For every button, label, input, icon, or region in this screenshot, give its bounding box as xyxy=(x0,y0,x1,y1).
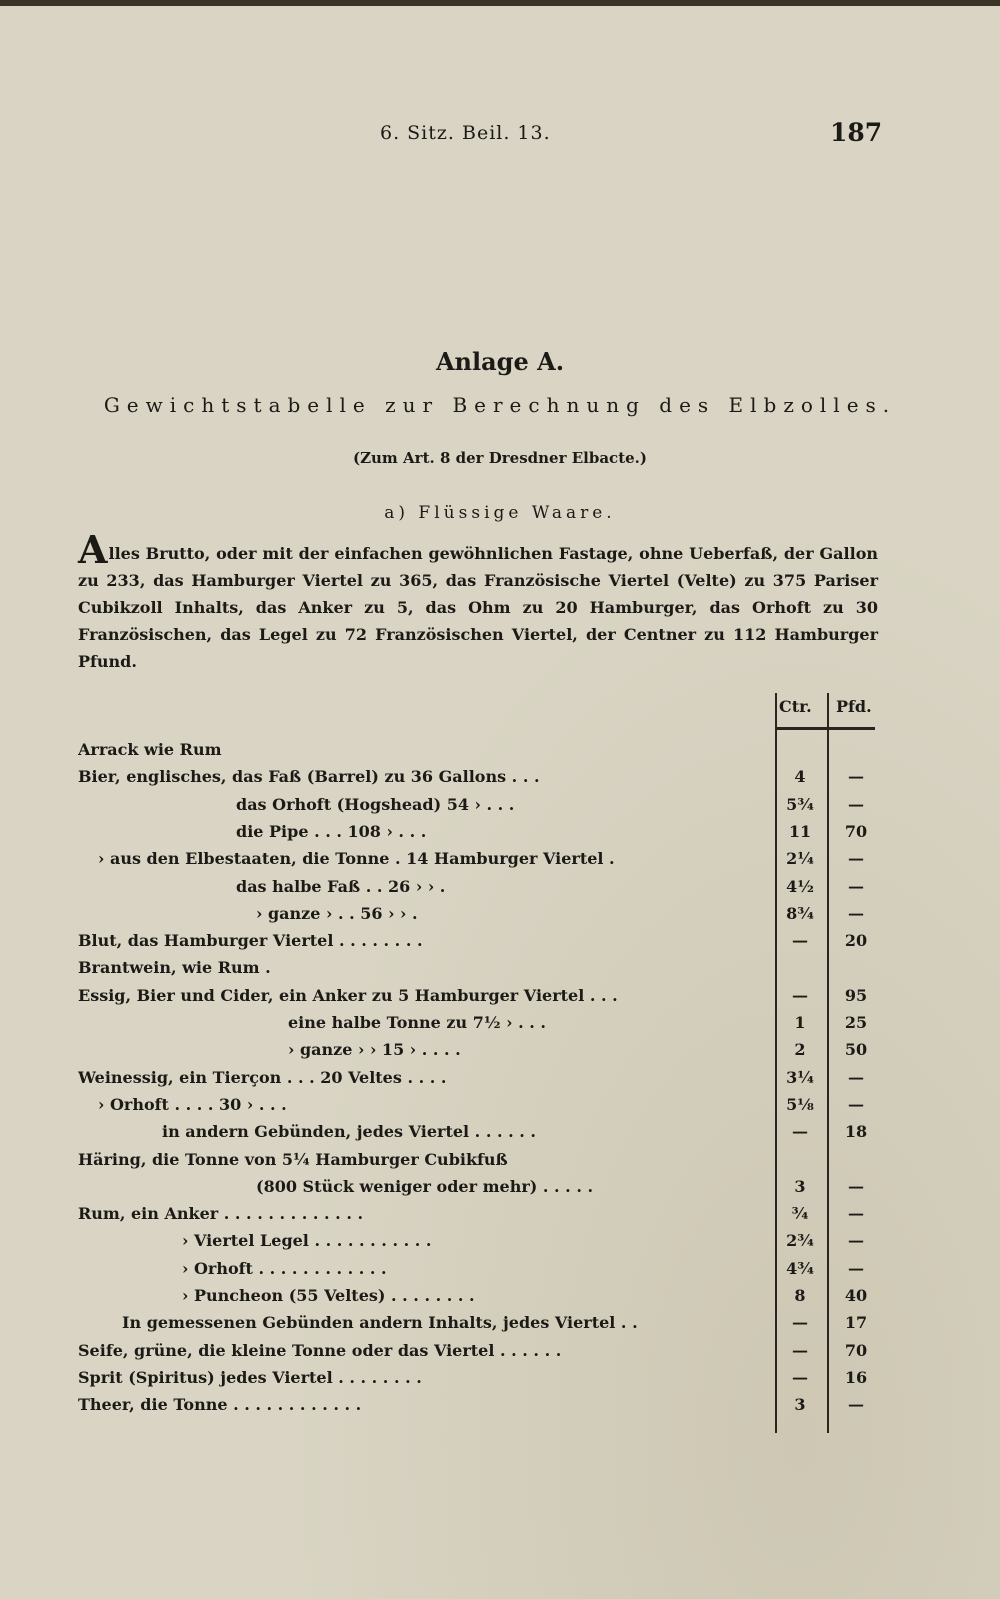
table-row xyxy=(78,1227,878,1254)
row-label: Weinessig, ein Tierçon . . . 20 Veltes . . . . xyxy=(78,1067,447,1087)
cell-pfd: — xyxy=(848,794,864,814)
row-label: Theer, die Tonne . . . . . . . . . . . . xyxy=(78,1395,362,1415)
row-label: Seife, grüne, die kleine Tonne oder das Viertel . . . . . . xyxy=(78,1340,562,1360)
table-row xyxy=(78,1391,878,1418)
row-label: Häring, die Tonne von 5¼ Hamburger Cubikfuß xyxy=(78,1149,508,1169)
table-row xyxy=(78,900,878,927)
cell-pfd: 70 xyxy=(844,821,868,841)
cell-ztr: — xyxy=(792,1367,808,1387)
table-row xyxy=(78,1036,878,1063)
row-label: › Orhoft . . . . 30 › . . . xyxy=(98,1094,287,1114)
table-row xyxy=(78,927,878,954)
cell-pfd: — xyxy=(848,1094,864,1114)
cell-ztr: 8¾ xyxy=(786,903,814,923)
cell-ztr: 11 xyxy=(788,821,812,841)
row-label: › Viertel Legel . . . . . . . . . . . xyxy=(182,1231,432,1251)
cell-pfd: — xyxy=(848,1176,864,1196)
table-row xyxy=(78,791,878,818)
drop-cap: A xyxy=(78,527,108,572)
row-label: Sprit (Spiritus) jedes Viertel . . . . . . . . xyxy=(78,1367,422,1387)
cell-pfd: — xyxy=(848,1231,864,1251)
row-label: › Puncheon (55 Veltes) . . . . . . . . xyxy=(182,1286,475,1305)
table-row xyxy=(78,818,878,845)
table-row xyxy=(78,1064,878,1091)
row-label: › Orhoft . . . . . . . . . . . . xyxy=(182,1258,387,1278)
cell-pfd: 16 xyxy=(844,1367,868,1387)
cell-pfd: 70 xyxy=(844,1340,868,1360)
row-label: Blut, das Hamburger Viertel . . . . . . . . xyxy=(78,931,423,951)
cell-ztr: — xyxy=(792,1122,808,1142)
row-label: › ganze › . . 56 › › . xyxy=(256,903,418,923)
row-label: eine halbe Tonne zu 7½ › . . . xyxy=(288,1013,546,1032)
cell-pfd: — xyxy=(848,903,864,923)
table-row xyxy=(78,1173,878,1200)
cell-ztr: ¾ xyxy=(791,1204,809,1224)
cell-pfd: — xyxy=(848,1395,864,1415)
cell-pfd: 18 xyxy=(844,1122,868,1142)
cell-ztr: 8 xyxy=(794,1286,806,1305)
intro-text: lles Brutto, oder mit der einfachen gewöhnlichen Fastage, ohne Ueberfaß, der Gallon zu 233, das Hamburger Viertel zu 365, das Französische Viertel (Velte) zu 375 Pariser Cubikzoll Inhalts, das Anker zu 5, das Ohm zu 20 Hamburger, das Orhoft zu 30 Französischen, das Legel zu 72 Französischen Viertel, der Centner zu 112 Hamburger Pfund. xyxy=(78,544,878,671)
cell-ztr: 4 xyxy=(794,767,806,787)
table-row xyxy=(78,1200,878,1227)
cell-ztr: — xyxy=(792,985,808,1005)
reference-note: (Zum Art. 8 der Dresdner Elbacte.) xyxy=(352,449,647,467)
cell-ztr: — xyxy=(792,1340,808,1360)
table-row xyxy=(78,1118,878,1145)
page-number: 187 xyxy=(830,118,883,147)
cell-pfd: 20 xyxy=(844,931,868,951)
cell-pfd: 25 xyxy=(844,1013,868,1032)
table-row xyxy=(78,982,878,1009)
row-label: In gemessenen Gebünden andern Inhalts, jedes Viertel . . xyxy=(122,1313,638,1333)
table-row xyxy=(78,954,878,981)
table-row xyxy=(78,873,878,900)
row-label: › ganze › › 15 › . . . . xyxy=(288,1040,461,1060)
cell-pfd: — xyxy=(848,1067,864,1087)
cell-pfd: — xyxy=(848,767,864,787)
row-label: in andern Gebünden, jedes Viertel . . . . . . xyxy=(162,1122,536,1142)
cell-ztr: 2¼ xyxy=(786,849,814,869)
column-header-pfd: Pfd. xyxy=(836,697,872,716)
cell-ztr: 2 xyxy=(794,1040,806,1060)
section-heading: a) Flüssige Waare. xyxy=(384,503,616,523)
running-head: 6. Sitz. Beil. 13. xyxy=(380,122,551,144)
row-label: Rum, ein Anker . . . . . . . . . . . . . xyxy=(78,1204,364,1224)
header-rule-pfd xyxy=(829,727,875,730)
row-label: Bier, englisches, das Faß (Barrel) zu 36 Gallons . . . xyxy=(78,767,540,787)
table-row xyxy=(78,1282,878,1309)
intro-paragraph xyxy=(78,527,878,675)
table-title: Gewichtstabelle zur Berechnung des Elbzolles. xyxy=(103,393,897,417)
row-label: Essig, Bier und Cider, ein Anker zu 5 Hamburger Viertel . . . xyxy=(78,985,618,1005)
column-header-ztr: Ctr. xyxy=(779,697,812,716)
table-row xyxy=(78,736,878,763)
cell-ztr: 3¼ xyxy=(786,1067,814,1087)
row-label: Arrack wie Rum xyxy=(78,740,222,759)
cell-pfd: 50 xyxy=(844,1040,868,1060)
cell-ztr: 3 xyxy=(794,1395,806,1415)
row-label: die Pipe . . . 108 › . . . xyxy=(236,821,427,841)
table-row xyxy=(78,845,878,872)
row-label: (800 Stück weniger oder mehr) . . . . . xyxy=(256,1176,594,1196)
cell-ztr: 4¾ xyxy=(786,1258,814,1278)
table-row xyxy=(78,1255,878,1282)
table-row xyxy=(78,763,878,790)
row-label: Brantwein, wie Rum . xyxy=(78,958,271,978)
cell-pfd: 40 xyxy=(844,1286,868,1305)
table-row xyxy=(78,1091,878,1118)
page-top-edge xyxy=(0,0,1000,6)
cell-pfd: — xyxy=(848,876,864,896)
cell-pfd: — xyxy=(848,1258,864,1278)
cell-pfd: — xyxy=(848,1204,864,1224)
cell-pfd: 17 xyxy=(844,1313,868,1333)
table-row xyxy=(78,1364,878,1391)
row-label: das halbe Faß . . 26 › › . xyxy=(236,876,446,896)
row-label: das Orhoft (Hogshead) 54 › . . . xyxy=(236,794,515,814)
cell-pfd: — xyxy=(848,849,864,869)
table-row xyxy=(78,1309,878,1336)
cell-ztr: 1 xyxy=(794,1013,806,1032)
cell-ztr: 4½ xyxy=(786,876,814,896)
table-row xyxy=(78,1009,878,1036)
cell-ztr: 2¾ xyxy=(786,1231,814,1251)
row-label: › aus den Elbestaaten, die Tonne . 14 Hamburger Viertel . xyxy=(98,849,615,869)
header-rule-ztr xyxy=(777,727,827,730)
annex-title: Anlage A. xyxy=(435,347,565,376)
cell-pfd: 95 xyxy=(844,985,868,1005)
cell-ztr: 5¾ xyxy=(786,794,814,814)
cell-ztr: 3 xyxy=(794,1176,806,1196)
cell-ztr: — xyxy=(792,1313,808,1333)
table-row xyxy=(78,1146,878,1173)
cell-ztr: — xyxy=(792,931,808,951)
table-row xyxy=(78,1337,878,1364)
cell-ztr: 5⅛ xyxy=(786,1094,814,1114)
